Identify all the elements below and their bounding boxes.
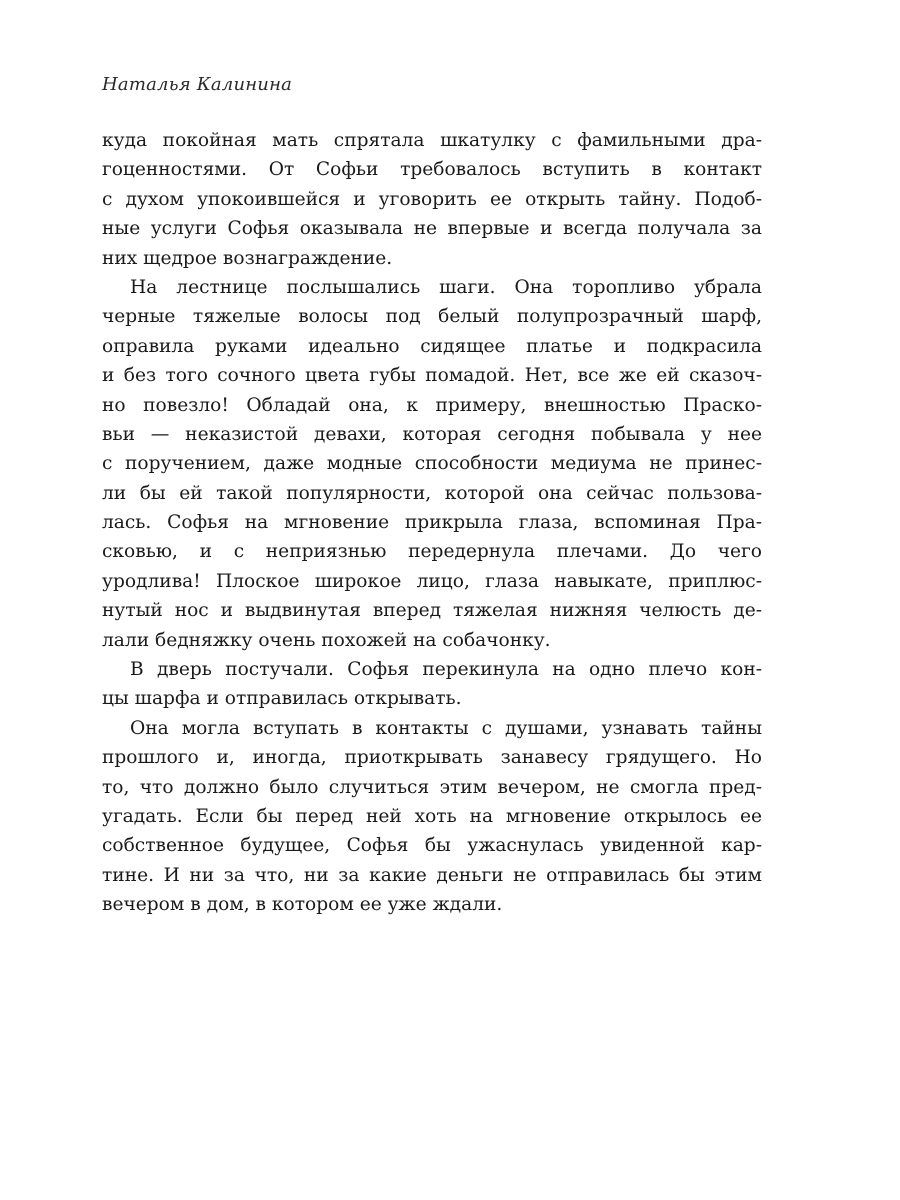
text-line: уродлива! Плоское широкое лицо, глаза навыкате, приплюс- — [102, 570, 762, 592]
text-line: оправила руками идеально сидящее платье и подкрасила — [102, 335, 762, 357]
running-head-author: Наталья Калинина — [102, 74, 293, 95]
text-line: них щедрое вознаграждение. — [102, 247, 393, 269]
text-line: На лестнице послышались шаги. Она торопливо убрала — [130, 276, 762, 298]
text-line: с поручением, даже модные способности медиума не принес- — [102, 453, 762, 475]
text-line: гоценностями. От Софьи требовалось вступить в контакт — [102, 159, 762, 181]
text-line: собственное будущее, Софья бы ужаснулась увиденной кар- — [102, 835, 762, 857]
text-line: и без того сочного цвета губы помадой. Нет, все же ей сказоч- — [102, 365, 762, 387]
text-line: Она могла вступать в контакты с душами, узнавать тайны — [130, 717, 762, 739]
text-line: куда покойная мать спрятала шкатулку с фамильными дра- — [102, 130, 762, 151]
text-line: но повезло! Обладай она, к примеру, внешностью Праско- — [102, 394, 762, 416]
text-line: черные тяжелые волосы под белый полупрозрачный шарф, — [102, 306, 762, 328]
text-line: цы шарфа и отправилась открывать. — [102, 688, 462, 710]
text-line: с духом упокоившейся и уговорить ее открыть тайну. Подоб- — [102, 188, 762, 210]
text-line: лали бедняжку очень похожей на собачонку. — [102, 629, 551, 651]
text-line: ные услуги Софья оказывала не впервые и всегда получала за — [102, 218, 762, 240]
text-line: угадать. Если бы перед ней хоть на мгновение открылось ее — [102, 805, 762, 827]
text-line: сковью, и с неприязнью передернула плечами. До чего — [102, 541, 762, 563]
text-line: вечером в дом, в котором ее уже ждали. — [102, 894, 503, 916]
text-line: лась. Софья на мгновение прикрыла глаза, вспоминая Пра- — [102, 512, 762, 534]
text-line: вьи — неказистой девахи, которая сегодня побывала у нее — [102, 423, 762, 445]
body-text — [102, 126, 762, 920]
text-line: ли бы ей такой популярности, которой она сейчас пользова- — [102, 482, 762, 504]
text-line: В дверь постучали. Софья перекинула на одно плечо кон- — [130, 659, 762, 681]
text-line: нутый нос и выдвинутая вперед тяжелая нижняя челюсть де- — [102, 600, 762, 622]
text-line: тине. И ни за что, ни за какие деньги не отправилась бы этим — [102, 864, 762, 886]
text-line: то, что должно было случиться этим вечером, не смогла пред- — [102, 776, 762, 798]
text-line: прошлого и, иногда, приоткрывать занавесу грядущего. Но — [102, 747, 762, 769]
